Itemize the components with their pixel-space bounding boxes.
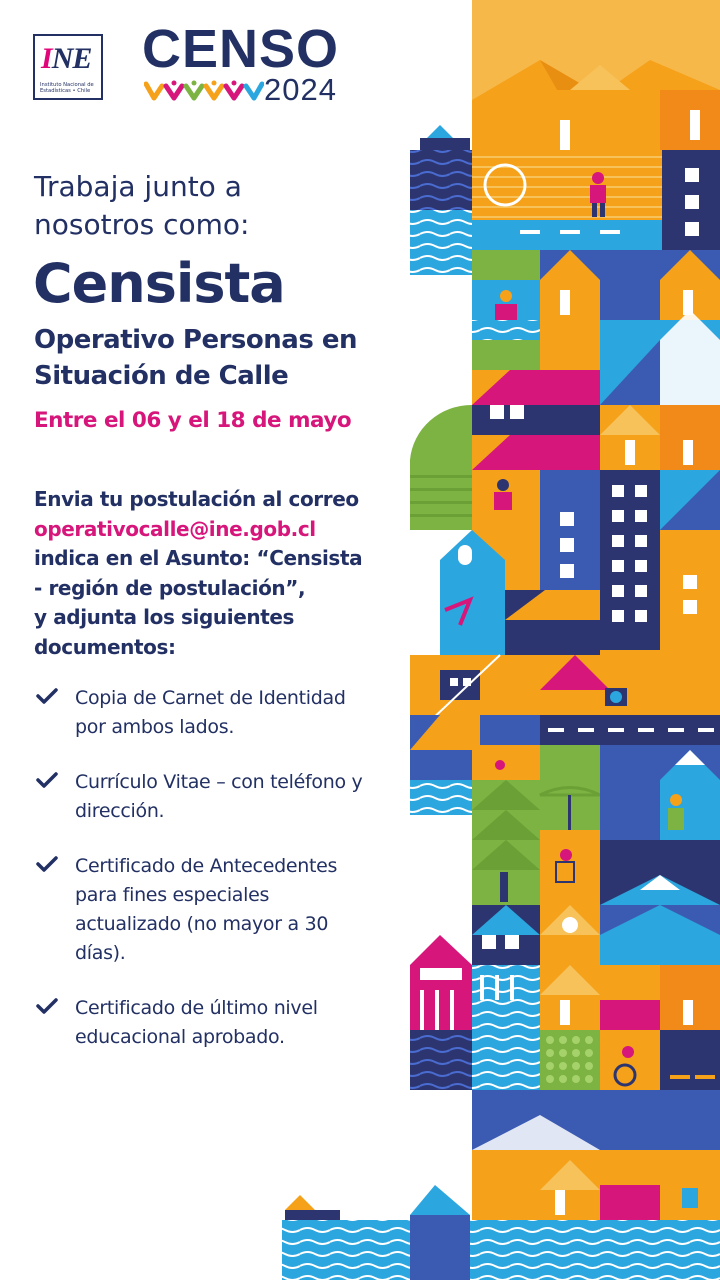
instructions-line1: Envia tu postulación al correo: [34, 487, 359, 511]
requirement-text: educacional aprobado.: [75, 1026, 285, 1048]
requirement-text: dirección.: [75, 800, 165, 822]
ine-subtitle-line2: Estadísticas • Chile: [40, 88, 91, 94]
requirement-text: Certificado de último nivel: [75, 997, 318, 1019]
requirement-text: Currículo Vitae – con teléfono y: [75, 771, 363, 793]
date-range: Entre el 06 y el 18 de mayo: [34, 408, 352, 433]
subtitle-line1: Operativo Personas en: [34, 325, 357, 355]
requirement-text: días).: [75, 942, 126, 964]
instructions-line5: y adjunta los siguientes: [34, 605, 295, 629]
requirement-text: actualizado (no mayor a 30: [75, 913, 329, 935]
requirement-text: para fines especiales: [75, 884, 270, 906]
instructions-line4: - región de postulación”,: [34, 575, 306, 600]
intro-line1: Trabaja junto a: [34, 170, 242, 203]
email-link[interactable]: operativocalle@ine.gob.cl: [34, 516, 316, 541]
role-title: Censista: [33, 252, 285, 315]
subtitle-line2: Situación de Calle: [34, 361, 289, 391]
censo-year: 2024: [264, 72, 337, 107]
intro-line2: nosotros como:: [34, 208, 250, 241]
requirement-text: Copia de Carnet de Identidad: [75, 687, 346, 709]
censo-title: CENSO: [142, 19, 340, 79]
instructions-line6: documentos:: [34, 634, 176, 659]
requirement-text: por ambos lados.: [75, 716, 235, 738]
requirement-text: Certificado de Antecedentes: [75, 855, 338, 877]
ine-subtitle-line1: Instituto Nacional de: [40, 82, 94, 88]
instructions-line3: indica en el Asunto: “Censista: [34, 546, 363, 570]
ine-logo-mark: INE: [41, 42, 92, 75]
